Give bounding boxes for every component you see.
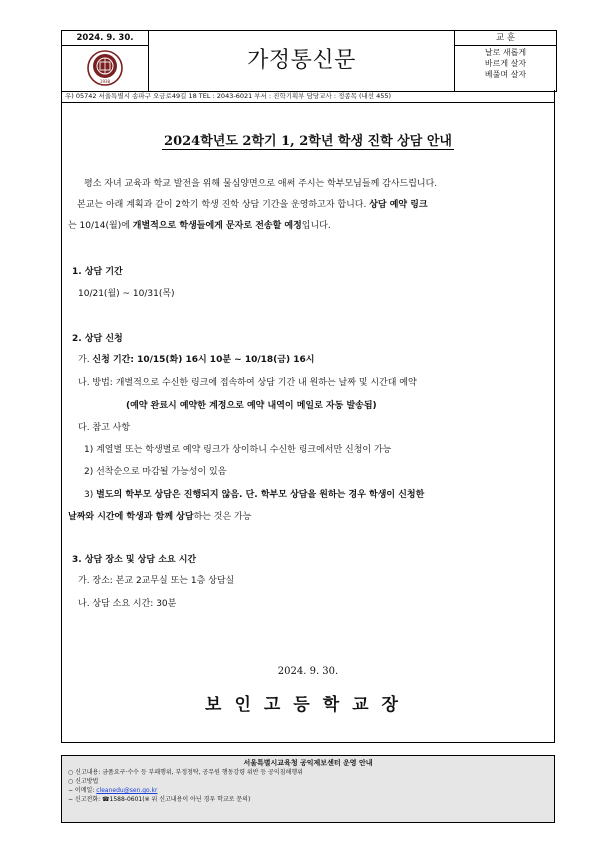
school-motto — [455, 46, 556, 92]
intro-line-2: 본교는 아래 계획과 같이 2학기 학생 진학 상담 기간을 운영하고자 합니다. 상담 예약 링크 — [77, 200, 428, 210]
footer-line: − 신고전화: ☎1588-0601(※ 위 신고내용이 아닌 경우 학교로 문의) — [68, 796, 251, 803]
footer-line: ○ 신고방법 — [68, 778, 99, 785]
school-emblem-logo — [62, 46, 149, 91]
application-period: 가. 신청 기간: 10/15(화) 16시 10분 ~ 10/18(금) 16시 — [78, 355, 315, 365]
application-method: 나. 방법: 개별적으로 수신한 링크에 접속하여 상담 기간 내 원하는 날짜 및 시간대 예약 — [78, 378, 417, 388]
motto-line: 바르게 살자 — [484, 59, 527, 68]
school-address-line: 우) 05742 서울특별시 송파구 오금로49길 18 TEL : 2043-6021 부서 : 진학기획부 담당교사 : 정종목 (내선 455) — [61, 90, 555, 103]
motto-heading: 교 훈 — [455, 31, 556, 46]
motto-line: 베풀며 살자 — [484, 70, 527, 79]
document-title: 2024학년도 2학기 1, 2학년 학생 진학 상담 안내 — [164, 134, 452, 149]
counseling-period: 10/21(월) ~ 10/31(목) — [78, 289, 175, 299]
application-method-note: (예약 완료시 예약한 계정으로 예약 내역이 메일로 자동 발송됨) — [126, 401, 377, 411]
principal-signature: 보인고등학교장 — [205, 695, 411, 715]
footer-heading: 서울특별시교육청 공익제보센터 운영 안내 — [243, 759, 373, 767]
whistleblower-notice-box — [61, 755, 555, 823]
reference-heading: 다. 참고 사항 — [78, 423, 131, 433]
section3-heading: 3. 상담 장소 및 상담 소요 시간 — [72, 555, 197, 565]
counseling-location: 가. 장소: 본교 2교무실 또는 1층 상담실 — [78, 576, 235, 586]
counseling-duration: 나. 상담 소요 시간: 30분 — [78, 599, 177, 609]
footer-email-line: − 이메일: cleanedu@sen.go.kr — [68, 787, 158, 794]
reference-item-3: 3) 별도의 학부모 상담은 진행되지 않음. 단. 학부모 상담을 원하는 경우 학생이 신청한 — [84, 490, 425, 500]
emblem-year: 1938 — [99, 79, 111, 84]
motto-line: 날로 새롭게 — [484, 48, 527, 57]
header-table — [61, 30, 557, 92]
reference-item-2: 2) 선착순으로 마감될 가능성이 있음 — [84, 467, 227, 477]
newsletter-title: 가정통신문 — [149, 31, 455, 91]
reference-item-1: 1) 계열별 또는 학생별로 예약 링크가 상이하니 수신한 링크에서만 신청이 가능 — [84, 445, 392, 455]
intro-line-1: 평소 자녀 교육과 학교 발전을 위해 물심양면으로 애써 주시는 학부모님들께 감사드립니다. — [84, 179, 438, 189]
closing-date: 2024. 9. 30. — [277, 666, 339, 677]
issue-date: 2024. 9. 30. — [62, 31, 149, 46]
report-email-link[interactable]: cleanedu@sen.go.kr — [96, 787, 158, 794]
section2-heading: 2. 상담 신청 — [72, 334, 123, 344]
footer-line: ○ 신고내용: 금품요구·수수 등 부패행위, 부정청탁, 공무원 행동강령 위반 등 공익침해행위 — [68, 769, 303, 776]
section1-heading: 1. 상담 기간 — [72, 267, 123, 277]
reference-item-3-cont: 날짜와 시간에 학생과 함께 상담하는 것은 가능 — [68, 512, 252, 522]
intro-line-3: 는 10/14(월)에 개별적으로 학생들에게 문자로 전송할 예정입니다. — [68, 221, 331, 231]
emblem-icon — [62, 46, 148, 91]
